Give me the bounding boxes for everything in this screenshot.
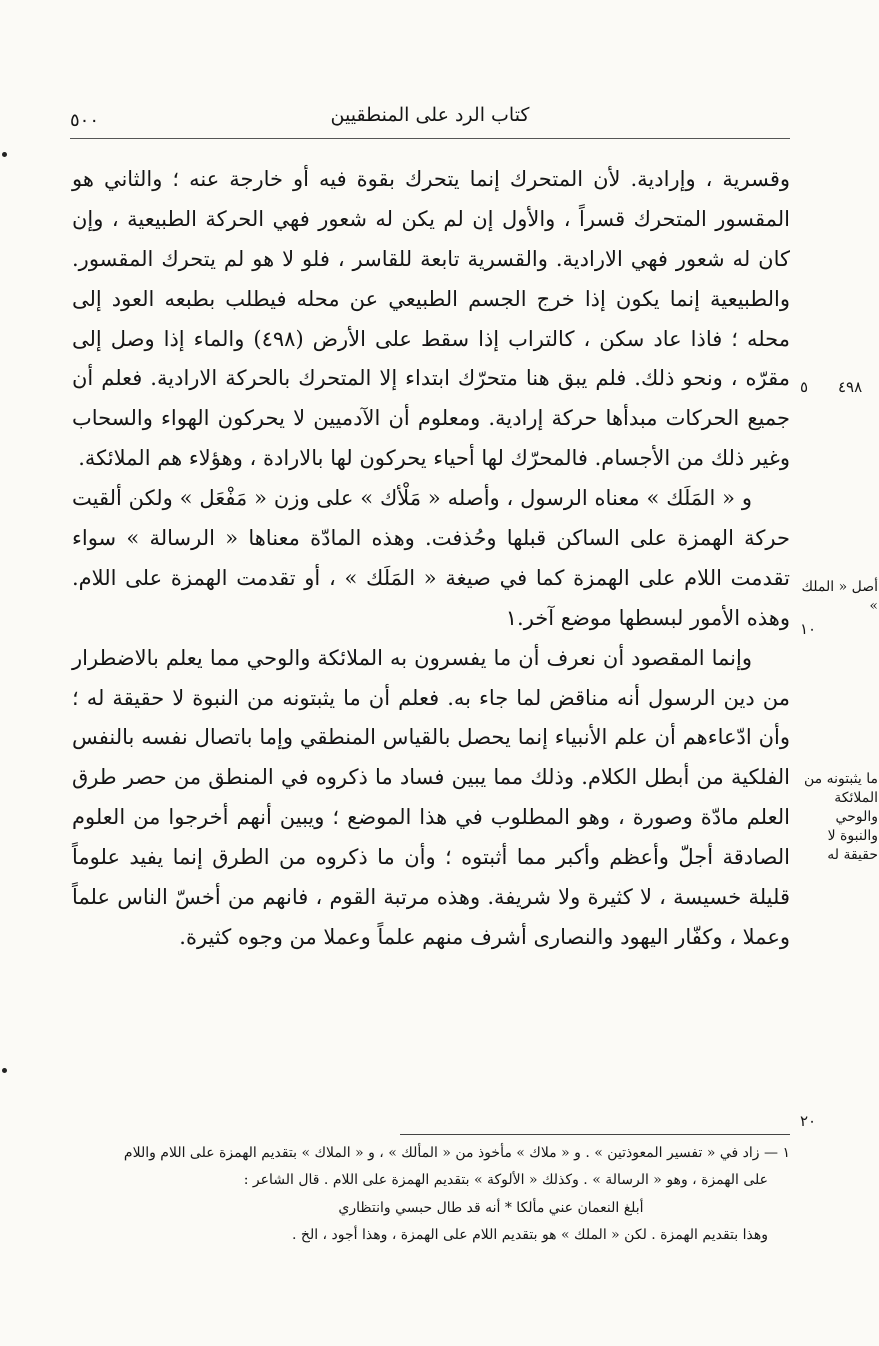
paragraph-2: و « المَلَك » معناه الرسول ، وأصله « مَلْأك » على وزن « مَفْعَل » ولكن ألقيت حركة الهمزة على الساكن قبلها وحُذفت. وهذه المادّة معناها « الرسالة » سواء تقدمت اللام على الهمزة كما في صيغة « المَلَك » ، أو تقدمت الهمزة على اللام. وهذه الأمور لبسطها موضع آخر.١ xyxy=(72,486,790,630)
footnotes xyxy=(72,1140,790,1249)
scan-speck xyxy=(2,152,7,157)
header-rule xyxy=(70,138,790,139)
footnote-rule xyxy=(400,1134,790,1135)
scan-speck xyxy=(2,1068,7,1073)
footnote-verse: أبلغ النعمان عني مألكا * أنه قد طال حبسي وانتظاري xyxy=(338,1199,644,1216)
margin-note-prophecy: ما يثبتونه من الملائكة والوحي والنبوة لا حقيقة له xyxy=(803,771,878,863)
footnote-line-1: ١ — زاد في « تفسير المعوذتين » . و « ملاك » مأخوذ من « المألك » ، و « الملاك » بتقديم الهمزة على اللام واللام xyxy=(123,1145,790,1161)
paragraph-1: وقسرية ، وإرادية. لأن المتحرك إنما يتحرك بقوة فيه أو خارجة عنه ؛ والثاني هو المقسور المتحرك قسراً ، والأول إن لم يكن له شعور فهي الحركة الطبيعية ، وإن كان له شعور فهي الارادية. والقسرية تابعة للقاسر ، فلو لا هو لم يتحرك المقسور. والطبيعية إنما يكون إذا خرج الجسم الطبيعي عن محله فيطلب بطبعه العود إلى محله ؛ فاذا عاد سكن ، كالتراب إذا سقط على الأرض (٤٩٨) والماء إذا وصل إلى مقرّه ، ونحو ذلك. فلم يبق هنا متحرّك ابتداء إلا المتحرك بالحركة الارادية. فعلم أن جميع الحركات مبدأها حركة إرادية. ومعلوم أن الآدميين لا يحركون الهواء والسحاب وغير ذلك من الأجسام. فالمحرّك لها أحياء يحركون لها بالارادة ، وهؤلاء هم الملائكة. xyxy=(72,167,790,471)
page-header xyxy=(60,104,800,140)
paragraph-3: وإنما المقصود أن نعرف أن ما يفسرون به الملائكة والوحي مما يعلم بالاضطرار من دين الرسول أنه مناقض لما جاء به. فعلم أن ما يثبتونه من النبوة لا حقيقة له ؛ وأن ادّعاءهم أن علم الأنبياء إنما يحصل بالقياس المنطقي وإما باتصال نفسه بالنفس الفلكية من أبطل الكلام. وذلك مما يبين فساد ما ذكروه في المنطق من حصر طرق العلم مادّة وصورة ، وهو المطلوب في هذا الموضع ؛ ويبين أنهم أخرجوا من العلوم الصادقة أجلّ وأعظم وأكبر مما أثبتوه ؛ وأن ما ذكروه من الطرق إنما يفيد علوماً قليلة خسيسة ، لا كثيرة ولا شريفة. وهذه مرتبة القوم ، فانهم من أخسّ الناس علماً وعملا ، وكفّار اليهود والنصارى أشرف منهم علماً وعملا من وجوه كثيرة. xyxy=(72,645,790,949)
footnote-line-2: على الهمزة ، وهو « الرسالة » . وكذلك « الألوكة » بتقديم الهمزة على اللام . قال الشاعر : xyxy=(243,1172,768,1189)
margin-note-origin-of-malak: أصل « الملك » xyxy=(801,579,878,614)
folio-reference: ٤٩٨ xyxy=(838,378,863,396)
page-number: ٥٠٠ xyxy=(70,110,100,131)
running-head: كتاب الرد على المنطقيين xyxy=(330,104,530,126)
line-number-5: ٥ xyxy=(800,378,809,396)
line-number-20: ٢٠ xyxy=(800,1112,817,1130)
footnote-closing: وهذا بتقديم الهمزة . لكن « الملك » هو بتقديم اللام على الهمزة ، وهذا أجود ، الخ . xyxy=(292,1226,768,1243)
main-text xyxy=(72,160,790,958)
line-number-10: ١٠ xyxy=(800,620,817,638)
